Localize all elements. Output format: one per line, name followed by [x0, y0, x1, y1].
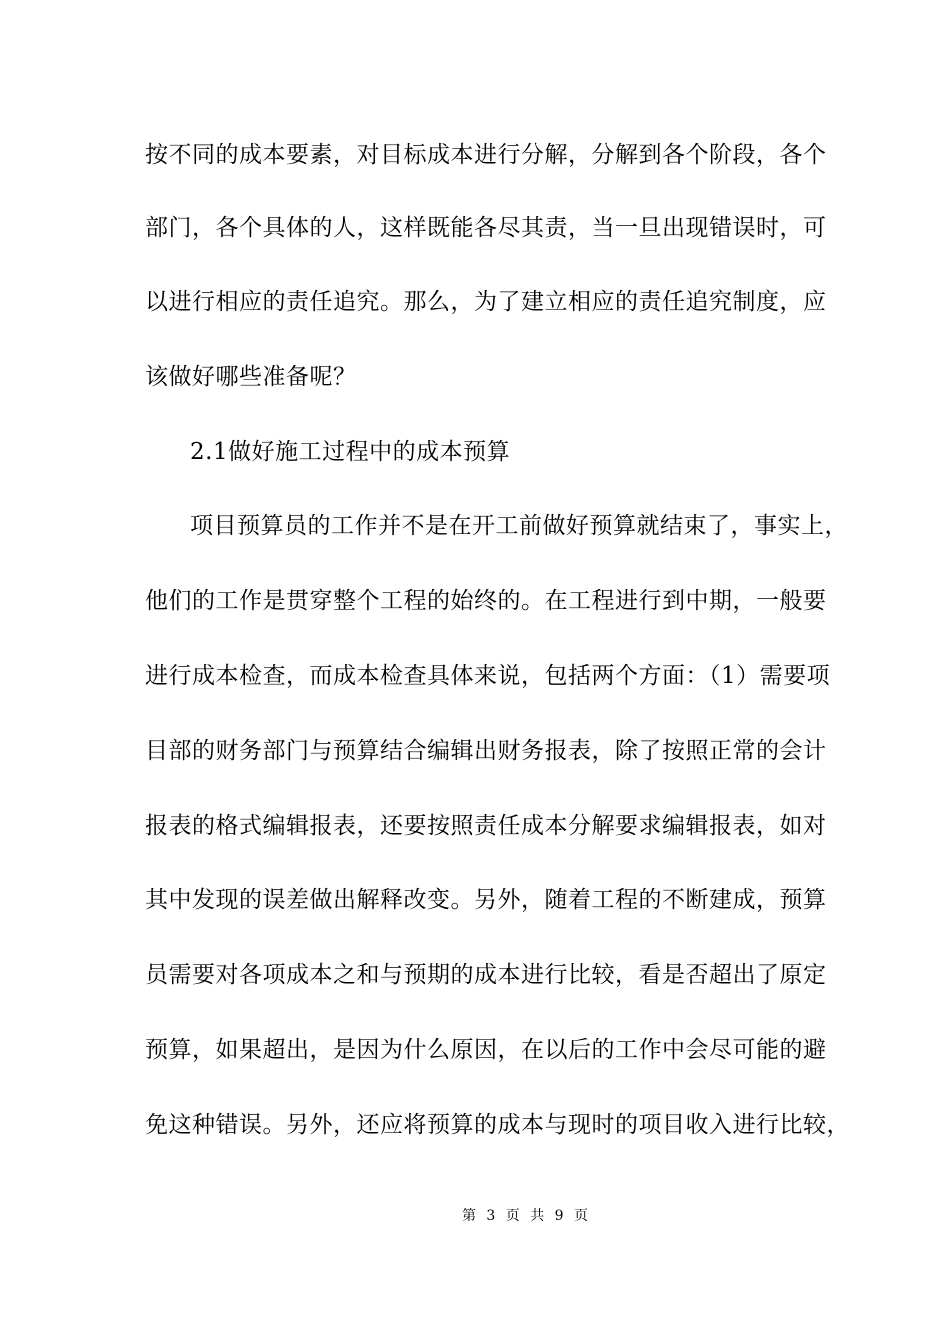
- paragraph-line: 报表的格式编辑报表，还要按照责任成本分解要求编辑报表，如对: [145, 813, 827, 839]
- paragraph-line: 项目预算员的工作并不是在开工前做好预算就结束了，事实上，: [190, 513, 848, 539]
- paragraph-line: 以进行相应的责任追究。那么，为了建立相应的责任追究制度，应: [145, 289, 827, 315]
- paragraph-line: 进行成本检查，而成本检查具体来说，包括两个方面：（1）需要项: [145, 663, 831, 689]
- paragraph-line: 该做好哪些准备呢？: [145, 364, 357, 390]
- paragraph-line: 部门，各个具体的人，这样既能各尽其责，当一旦出现错误时，可: [145, 215, 827, 241]
- paragraph-line: 免这种错误。另外，还应将预算的成本与现时的项目收入进行比较，: [145, 1112, 850, 1138]
- page-number-footer: 第 3 页 共 9 页: [461, 1208, 589, 1224]
- paragraph-line: 按不同的成本要素，对目标成本进行分解，分解到各个阶段，各个: [145, 142, 827, 168]
- paragraph-line: 他们的工作是贯穿整个工程的始终的。在工程进行到中期，一般要: [145, 588, 827, 614]
- paragraph-line: 其中发现的误差做出解释改变。另外，随着工程的不断建成，预算: [145, 887, 827, 913]
- section-heading: 2.1做好施工过程中的成本预算: [190, 439, 511, 465]
- paragraph-line: 员需要对各项成本之和与预期的成本进行比较，看是否超出了原定: [145, 962, 827, 988]
- paragraph-line: 目部的财务部门与预算结合编辑出财务报表，除了按照正常的会计: [145, 738, 827, 764]
- paragraph-line: 预算，如果超出，是因为什么原因，在以后的工作中会尽可能的避: [145, 1037, 827, 1063]
